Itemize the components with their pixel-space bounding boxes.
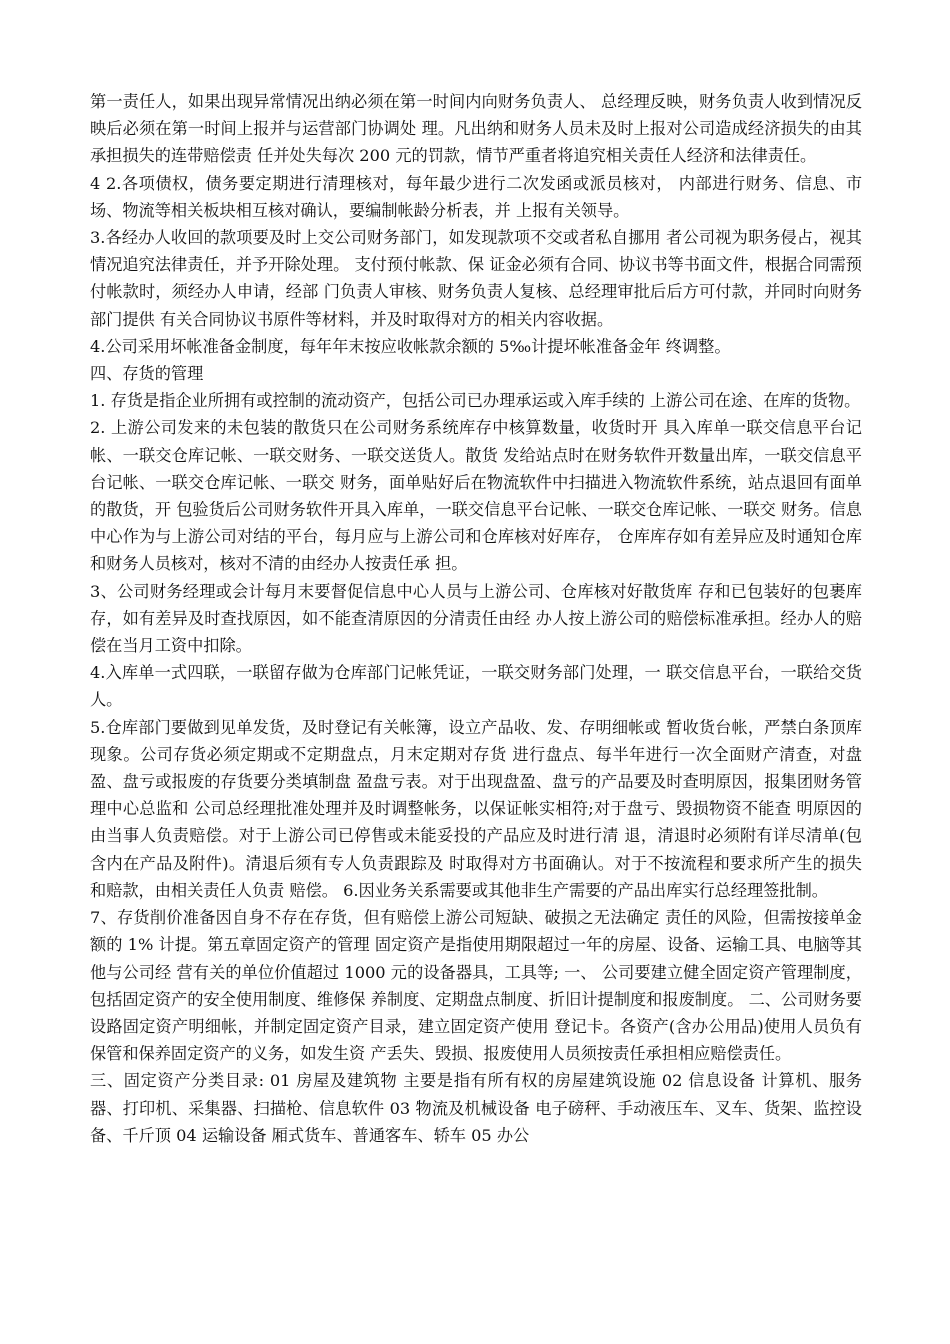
paragraph-claims-debts: 4 2.各项债权，债务要定期进行清理核对，每年最少进行二次发函或派员核对， 内部进行财务、信息、市场、物流等相关板块相互核对确认，要编制帐龄分析表，并 上报有关领导。 xyxy=(90,173,862,220)
paragraph-monthly-reconciliation: 3、公司财务经理或会计每月末要督促信息中心人员与上游公司、仓库核对好散货库 存和已包装好的包裹库存，如有差异及时查找原因，如不能查清原因的分清责任由经 办人按上游公司的赔偿标准承担。经办人的赔偿在当月工资中扣除。 xyxy=(90,581,862,656)
paragraph-collections-prepayments: 3.各经办人收回的款项要及时上交公司财务部门，如发现款项不交或者私自挪用 者公司视为职务侵占，视其情况追究法律责任，并予开除处理。 支付预付帐款、保 证金必须有合同、协议书等书面文件，根据合同需预付帐款时，须经办人申请，经部 门负责人审核、财务负责人复核、总经理审批后后方可付款，并同时向财务部门提供 有关合同协议书原件等材料，并及时取得对方的相关内容收据。 xyxy=(90,228,862,329)
paragraph-bad-debt-reserve: 4.公司采用坏帐准备金制度，每年年末按应收帐款余额的 5‰计提坏帐准备金年 终调整。 xyxy=(90,336,731,356)
paragraph-inventory-definition: 1. 存货是指企业所拥有或控制的流动资产，包括公司已办理承运或入库手续的 上游公司在途、在库的货物。 xyxy=(90,391,861,411)
paragraph-fixed-assets: 7、存货削价准备因自身不存在存货，但有赔偿上游公司短缺、破损之无法确定 责任的风险，但需按接单金额的 1% 计提。第五章固定资产的管理 固定资产是指使用期限超过一年的房屋、设备、运输工具、电脑等其他与公司经 营有关的单位价值超过 1000 元的设备器具，工具等; 一、 公司要建立健全固定资产管理制度，包括固定资产的安全使用制度、维修保 养制度、定期盘点制度、折旧计提制度和报废制度。 二、公司财务要设路固定资产明细帐，并制定固定资产目录，建立固定资产使用 登记卡。各资产(含办公用品)使用人员负有保管和保养固定资产的义务，如发生资 产丢失、毁损、报废使用人员须按责任承担相应赔偿责任。 xyxy=(90,908,862,1064)
section-heading-inventory: 四、存货的管理 xyxy=(90,364,204,384)
paragraph-asset-categories: 三、固定资产分类目录: 01 房屋及建筑物 主要是指有所有权的房屋建筑设施 02 信息设备 计算机、服务器、打印机、采集器、扫描枪、信息软件 03 物流及机械设备 电子磅秤、手动液压车、叉车、货架、监控设备、千斤顶 04 运输设备 厢式货车、普通客车、轿车 05 办公 xyxy=(90,1071,862,1145)
document-body xyxy=(90,88,862,1149)
paragraph-warehouse-rules: 5.仓库部门要做到见单发货，及时登记有关帐簿，设立产品收、发、存明细帐或 暂收货台帐，严禁白条顶库现象。公司存货必须定期或不定期盘点，月末定期对存货 进行盘点、每半年进行一次全面财产清查，对盘盈、盘亏或报废的存货要分类填制盘 盈盘亏表。对于出现盘盈、盘亏的产品要及时查明原因，报集团财务管理中心总监和 公司总经理批准处理并及时调整帐务，以保证帐实相符;对于盘亏、毁损物资不能查 明原因的由当事人负责赔偿。对于上游公司已停售或未能妥投的产品应及时进行清 退，清退时必须附有详尽清单(包含内在产品及附件)。清退后须有专人负责跟踪及 时取得对方书面确认。对于不按流程和要求所产生的损失和赔款，由相关责任人负责 赔偿。 6.因业务关系需要或其他非生产需要的产品出库实行总经理签批制。 xyxy=(90,717,862,900)
paragraph-receipt-copies: 4.入库单一式四联，一联留存做为仓库部门记帐凭证，一联交财务部门处理，一 联交信息平台，一联给交货人。 xyxy=(90,663,862,710)
paragraph-bulk-goods: 2. 上游公司发来的未包装的散货只在公司财务系统库存中核算数量，收货时开 具入库单一联交信息平台记帐、一联交仓库记帐、一联交财务、一联交送货人。散货 发给站点时在财务软件开数量出库，一联交信息平台记帐、一联交仓库记帐、一联交 财务，面单贴好后在物流软件中扫描进入物流软件系统，站点退回有面单的散货，开 包验货后公司财务软件开具入库单，一联交信息平台记帐、一联交仓库记帐、一联交 财务。信息中心作为与上游公司对结的平台，每月应与上游公司和仓库核对好库存， 仓库库存如有差异应及时通知仓库和财务人员核对，核对不清的由经办人按责任承 担。 xyxy=(90,418,862,574)
paragraph-responsibility: 第一责任人，如果出现异常情况出纳必须在第一时间内向财务负责人、 总经理反映，财务负责人收到情况反映后必须在第一时间上报并与运营部门协调处 理。凡出纳和财务人员未及时上报对公司造成经济损失的由其承担损失的连带赔偿责 任并处失每次 200 元的罚款，情节严重者将追究相关责任人经济和法律责任。 xyxy=(90,92,862,166)
